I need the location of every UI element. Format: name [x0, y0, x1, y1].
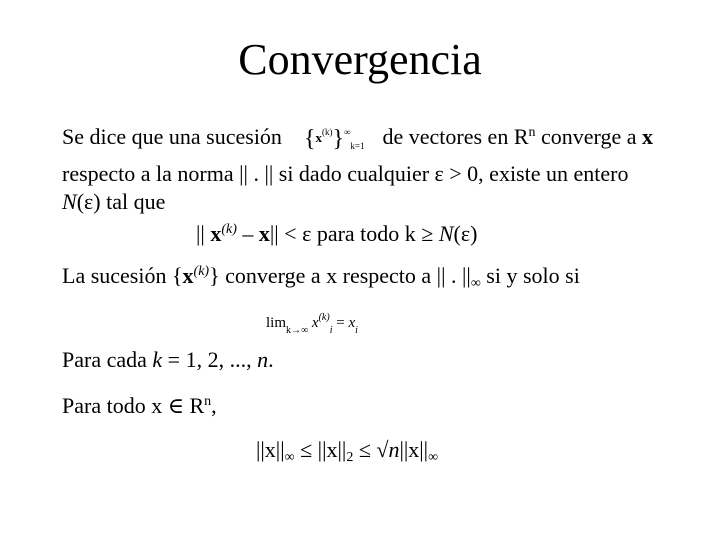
f2-inf1: ∞	[284, 450, 295, 465]
open-brace: {	[303, 126, 316, 153]
seq-x: x	[315, 130, 322, 145]
l3-a: Para cada	[62, 347, 153, 372]
f1-N: N	[438, 221, 454, 246]
l3-k: k	[152, 347, 163, 372]
l4-a: Para todo x ∈ R	[62, 393, 205, 418]
def-text-2: de vectores en R	[382, 124, 529, 150]
def-text-4: respecto a la norma || . || si dado cualquier ε > 0, existe un entero	[62, 161, 629, 186]
lim-x2: x	[348, 315, 356, 331]
l4-n: n	[204, 394, 212, 409]
f2-a: ||x||	[256, 437, 285, 462]
def-text-3: converge a	[535, 124, 642, 150]
f1-a: ||	[196, 221, 211, 246]
lim-i: i	[329, 325, 333, 336]
definition-paragraph	[62, 118, 662, 216]
lim-word: lim	[266, 315, 287, 331]
f1-x2: x	[258, 221, 270, 246]
f2-two: 2	[346, 450, 354, 465]
l3-c: .	[268, 347, 274, 372]
l2-c: si y solo si	[480, 263, 580, 288]
lim-i2: i	[355, 325, 358, 336]
f2-n: n	[388, 437, 400, 462]
close-brace: }	[332, 126, 344, 153]
norm-inequality	[256, 436, 438, 464]
f2-b: ≤ ||x||	[294, 437, 347, 462]
f1-b: –	[236, 221, 259, 246]
index-range	[62, 346, 274, 374]
l3-b: = 1, 2, ...,	[162, 347, 258, 372]
sequence-notation	[304, 118, 365, 160]
def-text-5: (ε) tal que	[76, 189, 166, 214]
seq-upper: ∞	[344, 127, 351, 137]
l3-n: n	[257, 347, 269, 372]
l4-b: ,	[211, 393, 217, 418]
def-N: N	[62, 189, 77, 214]
f2-c: ≤ √	[353, 437, 389, 462]
convergence-condition	[196, 220, 477, 248]
lim-sub: k→∞	[286, 325, 309, 336]
lim-k: (k)	[318, 312, 330, 323]
def-x: x	[642, 124, 653, 150]
f1-x: x	[210, 221, 222, 246]
l2-b: } converge a x respecto a || . ||	[209, 263, 471, 288]
lim-x: x	[311, 315, 319, 331]
lim-eq: =	[332, 315, 349, 331]
seq-k: (k)	[321, 127, 333, 137]
f1-c: || < ε para todo k ≥	[269, 221, 439, 246]
def-rn-sup: n	[528, 125, 536, 141]
limit-formula	[266, 306, 358, 343]
f1-d: (ε)	[453, 221, 478, 246]
l2-k: (k)	[193, 264, 210, 279]
for-all-statement	[62, 392, 217, 420]
l2-inf: ∞	[470, 276, 481, 291]
f2-d: ||x||	[399, 437, 429, 462]
def-text-1: Se dice que una sucesión	[62, 124, 282, 150]
seq-lower: k=1	[350, 141, 365, 151]
f2-inf2: ∞	[428, 450, 439, 465]
l2-x: x	[182, 263, 194, 288]
l2-a: La sucesión {	[62, 263, 183, 288]
infinity-norm-statement	[62, 262, 580, 290]
f1-k: (k)	[221, 222, 237, 237]
slide-title: Convergencia	[238, 35, 482, 84]
